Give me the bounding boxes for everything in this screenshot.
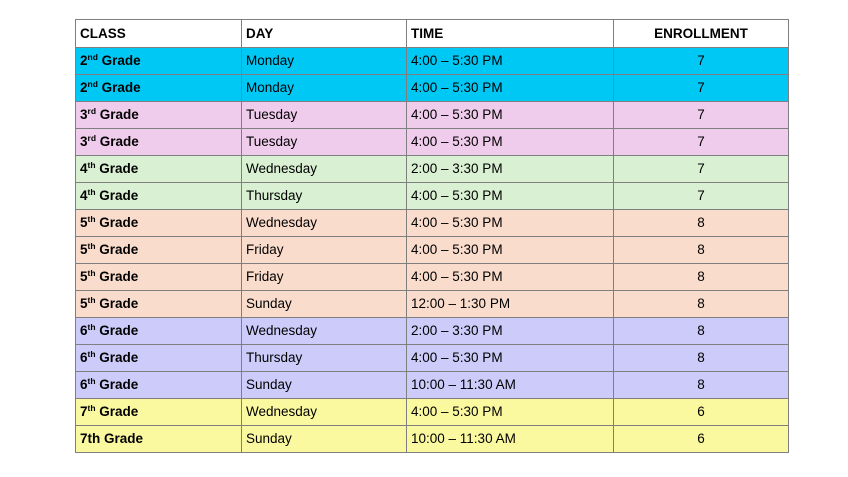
cell-class bbox=[76, 183, 242, 210]
class-grade-number: 3 bbox=[80, 107, 88, 122]
class-grade-number: 4 bbox=[80, 161, 88, 176]
cell-enrollment: 7 bbox=[614, 48, 789, 75]
cell-day: Wednesday bbox=[242, 318, 407, 345]
class-grade-suffix: Grade bbox=[95, 296, 139, 311]
class-grade-ordinal: th bbox=[87, 376, 96, 386]
cell-time: 10:00 – 11:30 AM bbox=[407, 372, 614, 399]
cell-time: 12:00 – 1:30 PM bbox=[407, 291, 614, 318]
cell-day: Tuesday bbox=[242, 129, 407, 156]
cell-day: Sunday bbox=[242, 372, 407, 399]
cell-class bbox=[76, 75, 242, 102]
header-day: DAY bbox=[242, 20, 407, 48]
class-grade-suffix: Grade bbox=[95, 377, 139, 392]
table-row bbox=[76, 156, 789, 183]
header-class: CLASS bbox=[76, 20, 242, 48]
cell-class bbox=[76, 372, 242, 399]
class-grade-number: 4 bbox=[80, 188, 88, 203]
cell-class bbox=[76, 48, 242, 75]
class-grade-ordinal: nd bbox=[87, 79, 98, 89]
class-grade-ordinal: th bbox=[87, 160, 96, 170]
cell-time: 4:00 – 5:30 PM bbox=[407, 75, 614, 102]
class-grade-number: 6 bbox=[80, 377, 88, 392]
table-row bbox=[76, 264, 789, 291]
cell-day: Tuesday bbox=[242, 102, 407, 129]
cell-enrollment: 7 bbox=[614, 183, 789, 210]
class-grade-ordinal: th bbox=[87, 187, 96, 197]
cell-time: 4:00 – 5:30 PM bbox=[407, 345, 614, 372]
class-grade-ordinal: th bbox=[87, 322, 96, 332]
class-grade-number: 2 bbox=[80, 53, 88, 68]
cell-day: Friday bbox=[242, 237, 407, 264]
class-grade-number: 5 bbox=[80, 242, 88, 257]
table-row bbox=[76, 399, 789, 426]
class-grade-suffix: Grade bbox=[95, 323, 139, 338]
table-row bbox=[76, 318, 789, 345]
class-grade-number: 5 bbox=[80, 215, 88, 230]
table-header-row bbox=[76, 20, 789, 48]
cell-class bbox=[76, 399, 242, 426]
cell-day: Monday bbox=[242, 75, 407, 102]
table-row bbox=[76, 426, 789, 453]
cell-enrollment: 7 bbox=[614, 102, 789, 129]
cell-day: Sunday bbox=[242, 291, 407, 318]
class-schedule-table bbox=[75, 19, 789, 453]
cell-enrollment: 8 bbox=[614, 210, 789, 237]
cell-time: 10:00 – 11:30 AM bbox=[407, 426, 614, 453]
cell-time: 4:00 – 5:30 PM bbox=[407, 102, 614, 129]
cell-time: 2:00 – 3:30 PM bbox=[407, 318, 614, 345]
cell-class bbox=[76, 264, 242, 291]
class-grade-suffix: Grade bbox=[95, 242, 139, 257]
schedule-table-container bbox=[75, 19, 788, 453]
cell-enrollment: 7 bbox=[614, 156, 789, 183]
class-grade-suffix: Grade bbox=[95, 188, 139, 203]
cell-class bbox=[76, 237, 242, 264]
class-grade-number: 3 bbox=[80, 134, 88, 149]
class-grade-ordinal: nd bbox=[87, 52, 98, 62]
cell-enrollment: 8 bbox=[614, 318, 789, 345]
class-grade-number: 5 bbox=[80, 296, 88, 311]
table-row bbox=[76, 210, 789, 237]
class-grade-suffix: Grade bbox=[97, 80, 141, 95]
cell-class bbox=[76, 345, 242, 372]
cell-day: Thursday bbox=[242, 345, 407, 372]
class-grade-ordinal: th bbox=[87, 214, 96, 224]
cell-class bbox=[76, 156, 242, 183]
class-grade-suffix: Grade bbox=[96, 107, 139, 122]
class-grade-ordinal: rd bbox=[87, 133, 97, 143]
cell-time: 4:00 – 5:30 PM bbox=[407, 129, 614, 156]
class-grade-suffix: Grade bbox=[95, 404, 139, 419]
cell-time: 4:00 – 5:30 PM bbox=[407, 237, 614, 264]
cell-day: Thursday bbox=[242, 183, 407, 210]
class-grade-ordinal: th bbox=[87, 349, 96, 359]
class-grade-number: 5 bbox=[80, 269, 88, 284]
table-row bbox=[76, 345, 789, 372]
cell-enrollment: 8 bbox=[614, 372, 789, 399]
class-grade-suffix: Grade bbox=[96, 134, 139, 149]
cell-class bbox=[76, 291, 242, 318]
cell-enrollment: 7 bbox=[614, 129, 789, 156]
cell-class bbox=[76, 318, 242, 345]
class-grade-suffix: Grade bbox=[95, 215, 139, 230]
table-row bbox=[76, 102, 789, 129]
class-grade-number: 6 bbox=[80, 323, 88, 338]
class-grade-suffix: Grade bbox=[95, 269, 139, 284]
cell-day: Wednesday bbox=[242, 156, 407, 183]
class-grade-suffix: Grade bbox=[95, 161, 139, 176]
class-grade-number: 7th Grade bbox=[80, 431, 144, 446]
cell-enrollment: 8 bbox=[614, 291, 789, 318]
cell-time: 4:00 – 5:30 PM bbox=[407, 183, 614, 210]
table-row bbox=[76, 183, 789, 210]
cell-enrollment: 8 bbox=[614, 345, 789, 372]
header-time: TIME bbox=[407, 20, 614, 48]
cell-time: 4:00 – 5:30 PM bbox=[407, 399, 614, 426]
class-grade-ordinal: rd bbox=[87, 106, 97, 116]
class-grade-suffix: Grade bbox=[97, 53, 141, 68]
class-grade-number: 7 bbox=[80, 404, 88, 419]
cell-time: 4:00 – 5:30 PM bbox=[407, 48, 614, 75]
cell-time: 2:00 – 3:30 PM bbox=[407, 156, 614, 183]
cell-enrollment: 7 bbox=[614, 75, 789, 102]
cell-day: Friday bbox=[242, 264, 407, 291]
cell-enrollment: 8 bbox=[614, 237, 789, 264]
cell-class bbox=[76, 129, 242, 156]
cell-class bbox=[76, 102, 242, 129]
cell-class bbox=[76, 426, 242, 453]
cell-day: Wednesday bbox=[242, 399, 407, 426]
cell-enrollment: 8 bbox=[614, 264, 789, 291]
header-enrollment: ENROLLMENT bbox=[614, 20, 789, 48]
cell-enrollment: 6 bbox=[614, 426, 789, 453]
table-row bbox=[76, 372, 789, 399]
class-grade-number: 6 bbox=[80, 350, 88, 365]
table-row bbox=[76, 75, 789, 102]
cell-enrollment: 6 bbox=[614, 399, 789, 426]
class-grade-ordinal: th bbox=[87, 295, 96, 305]
cell-time: 4:00 – 5:30 PM bbox=[407, 264, 614, 291]
class-grade-ordinal: th bbox=[87, 268, 96, 278]
table-row bbox=[76, 129, 789, 156]
cell-day: Sunday bbox=[242, 426, 407, 453]
cell-time: 4:00 – 5:30 PM bbox=[407, 210, 614, 237]
table-body bbox=[76, 48, 789, 453]
class-grade-number: 2 bbox=[80, 80, 88, 95]
table-row bbox=[76, 291, 789, 318]
cell-day: Wednesday bbox=[242, 210, 407, 237]
table-row bbox=[76, 48, 789, 75]
class-grade-ordinal: th bbox=[87, 241, 96, 251]
cell-day: Monday bbox=[242, 48, 407, 75]
class-grade-suffix: Grade bbox=[95, 350, 139, 365]
cell-class bbox=[76, 210, 242, 237]
class-grade-ordinal: th bbox=[87, 403, 96, 413]
table-row bbox=[76, 237, 789, 264]
